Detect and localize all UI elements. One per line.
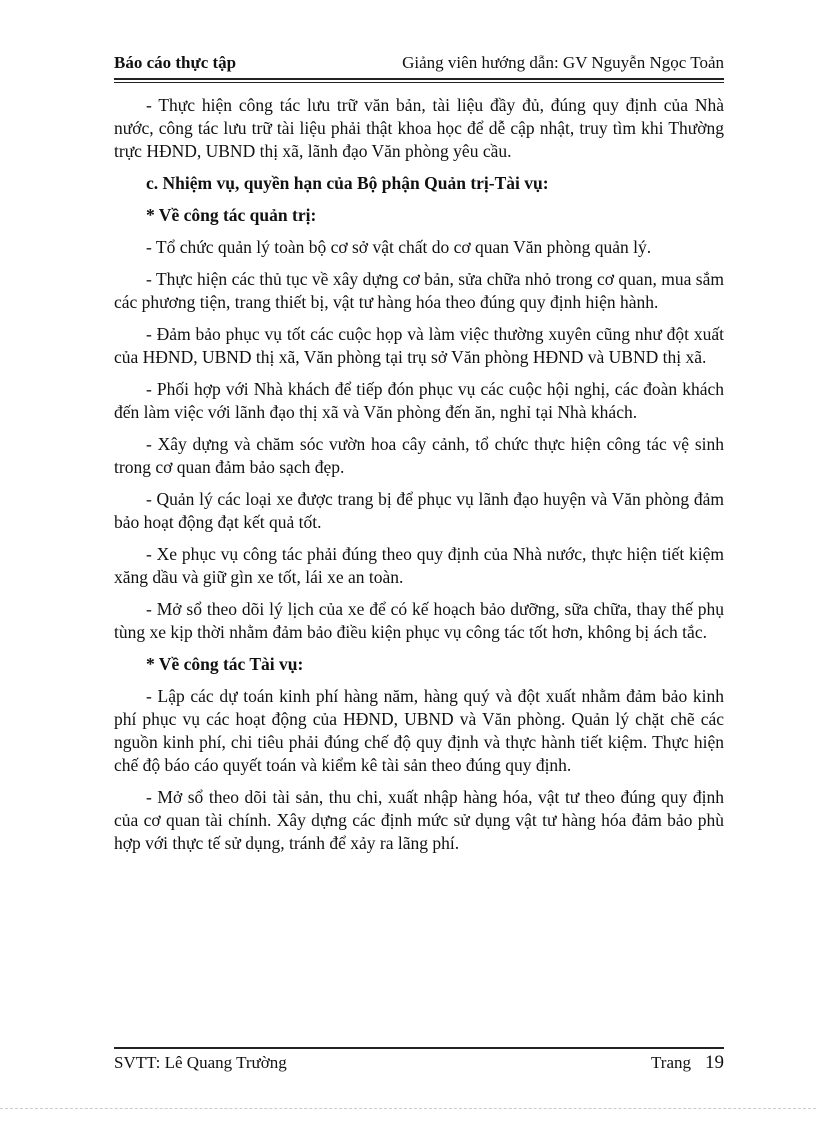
section-heading: c. Nhiệm vụ, quyền hạn của Bộ phận Quản trị-Tài vụ: <box>146 173 549 193</box>
subsection-heading-taivu: * Về công tác Tài vụ: <box>146 654 304 674</box>
page-label: Trang <box>651 1053 691 1072</box>
paragraph: - Mở sổ theo dõi tài sản, thu chi, xuất nhập hàng hóa, vật tư theo đúng quy định của cơ quan tài chính. Xây dựng các định mức sử dụng vật tư hàng hóa đảm bảo phù hợp với thực tế sử dụng, tránh để xảy ra lãng phí. <box>114 787 724 853</box>
report-title: Báo cáo thực tập <box>114 53 237 72</box>
header-rule <box>114 78 724 83</box>
page-indicator <box>651 1052 724 1074</box>
page-number: 19 <box>705 1052 724 1073</box>
paragraph: - Đảm bảo phục vụ tốt các cuộc họp và làm việc thường xuyên cũng như đột xuất của HĐND, UBND thị xã, Văn phòng tại trụ sở Văn phòng HĐND và UBND thị xã. <box>114 324 724 367</box>
paragraph: - Phối hợp với Nhà khách để tiếp đón phục vụ các cuộc hội nghị, các đoàn khách đến làm việc với lãnh đạo thị xã và Văn phòng đến ăn, nghỉ tại Nhà khách. <box>114 379 724 422</box>
document-body <box>114 94 724 864</box>
paragraph: - Mở sổ theo dõi lý lịch của xe để có kế hoạch bảo dưỡng, sữa chữa, thay thế phụ tùng xe kịp thời nhằm đảm bảo điều kiện phục vụ công tác tốt hơn, không bị ách tắc. <box>114 599 724 642</box>
instructor-label: Giảng viên hướng dẫn: GV Nguyễn Ngọc Toản <box>402 53 724 72</box>
paragraph: - Xây dựng và chăm sóc vườn hoa cây cảnh, tổ chức thực hiện công tác vệ sinh trong cơ quan đảm bảo sạch đẹp. <box>114 434 724 477</box>
paragraph: - Tổ chức quản lý toàn bộ cơ sở vật chất do cơ quan Văn phòng quản lý. <box>146 237 652 257</box>
subsection-heading-quantri: * Về công tác quản trị: <box>146 205 317 225</box>
paragraph: - Quản lý các loại xe được trang bị để phục vụ lãnh đạo huyện và Văn phòng đảm bảo hoạt động đạt kết quả tốt. <box>114 489 724 532</box>
footer-rule <box>114 1047 724 1049</box>
page-edge <box>0 1108 816 1109</box>
paragraph: - Lập các dự toán kinh phí hàng năm, hàng quý và đột xuất nhằm đảm bảo kinh phí phục vụ các hoạt động của HĐND, UBND và Văn phòng. Quản lý chặt chẽ các nguồn kinh phí, chi tiêu phải đúng chế độ quy định và thực hành tiết kiệm. Thực hiện chế độ báo cáo quyết toán và kiểm kê tài sản theo đúng quy định. <box>114 686 724 775</box>
student-label: SVTT: Lê Quang Trường <box>114 1053 287 1072</box>
paragraph: - Thực hiện các thủ tục về xây dựng cơ bản, sửa chữa nhỏ trong cơ quan, mua sắm các phương tiện, trang thiết bị, vật tư hàng hóa theo đúng quy định hiện hành. <box>114 269 724 312</box>
page-header <box>114 52 724 74</box>
paragraph: - Thực hiện công tác lưu trữ văn bản, tài liệu đầy đủ, đúng quy định của Nhà nước, công tác lưu trữ tài liệu phải thật khoa học để dễ cập nhật, truy tìm khi Thường trực HĐND, UBND thị xã, lãnh đạo Văn phòng yêu cầu. <box>114 95 724 161</box>
paragraph: - Xe phục vụ công tác phải đúng theo quy định của Nhà nước, thực hiện tiết kiệm xăng dầu và giữ gìn xe tốt, lái xe an toàn. <box>114 544 724 587</box>
page-footer <box>114 1052 724 1074</box>
